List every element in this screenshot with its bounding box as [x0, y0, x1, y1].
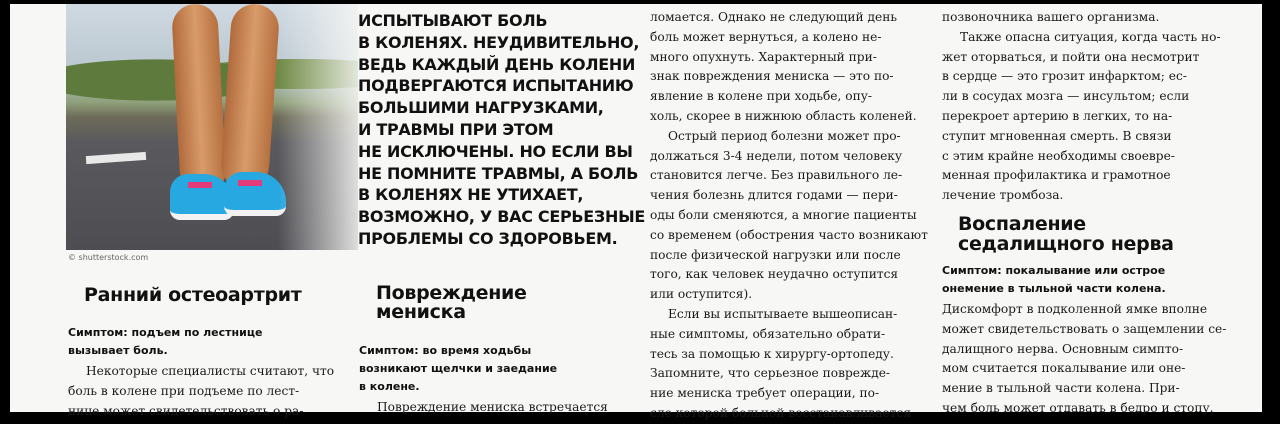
callout-line: БОЛЬШИМИ НАГРУЗКАМИ, [358, 98, 604, 118]
symptom-meniscus [359, 342, 557, 396]
body-line: Запомните, что серьезное поврежде- [650, 366, 891, 381]
body-line: позвоночника вашего организма. [942, 10, 1160, 24]
callout-line: ВОЗМОЖНО, У ВАС СЕРЬЕЗНЫЕ [358, 207, 646, 227]
body-line: ломается. Однако не следующий день [650, 10, 897, 24]
body-line: становится легче. Без правильного ле- [650, 168, 903, 183]
section-heading-osteoarthritis [84, 284, 301, 306]
callout-line: ВЕДЬ КАЖДЫЙ ДЕНЬ КОЛЕНИ [358, 54, 636, 74]
symptom-line: возникают щелчки и заедание [359, 362, 558, 375]
body-line: ступит мгновенная смерть. В связи [942, 128, 1172, 143]
body-line: в сердце — это грозит инфарктом; ес- [942, 69, 1187, 84]
body-line: Некоторые специалисты считают, что [86, 364, 335, 378]
body-line: чения болезнь длится годами — пери- [650, 188, 898, 203]
body-line: ли в сосудах мозга — инсультом; если [942, 89, 1190, 104]
body-line: знак повреждения мениска — это по- [650, 69, 894, 84]
callout-line: ПРОБЛЕМЫ СО ЗДОРОВЬЕМ. [358, 228, 618, 248]
body-line: нице может свидетельствовать о ра- [68, 403, 304, 418]
symptom-line: онемение в тыльной части колена. [942, 282, 1166, 295]
photo-left-leg [171, 3, 227, 195]
runner-photo [66, 4, 358, 250]
heading-line: Воспаление [958, 213, 1086, 235]
body-line: Если вы испытываете вышеописан- [668, 306, 898, 321]
body-line: того, как человек неудачно оступится [650, 267, 899, 282]
body-line: перекроет артерию в легких, то на- [942, 108, 1173, 123]
body-line: со временем (обострения часто возникают [650, 227, 928, 242]
symptom-line: Симптом: во время ходьбы [359, 344, 532, 357]
body-line: далищного нерва. Основным симпто- [942, 341, 1184, 356]
callout-line: В КОЛЕНЯХ. НЕУДИВИТЕЛЬНО, [358, 32, 640, 52]
body-line: явление в колене при ходьбе, опу- [650, 89, 873, 104]
body-meniscus [359, 398, 635, 418]
callout-line: ПОДВЕРГАЮТСЯ ИСПЫТАНИЮ [358, 76, 634, 96]
body-line: чем боль может отдавать в бедро и стопу. [942, 400, 1214, 415]
body-line: оды боли сменяются, а многие пациенты [650, 207, 917, 222]
heading-line: Повреждение [376, 282, 527, 304]
section-heading-meniscus [376, 284, 527, 322]
callout-line: И ТРАВМЫ ПРИ ЭТОМ [358, 119, 554, 139]
body-line: или оступится). [650, 287, 753, 302]
body-line: Дискомфорт в подколенной ямке вполне [942, 302, 1208, 316]
body-sciatica [942, 300, 1227, 419]
callout-text [358, 10, 646, 250]
body-line: может свидетельствовать о защемлении се- [942, 321, 1227, 336]
body-line: мом считается покалывание или оне- [942, 361, 1186, 376]
symptom-line: в колене. [359, 380, 420, 393]
photo-fade [278, 4, 358, 250]
body-line: Острый период болезни может про- [668, 128, 901, 143]
body-line: после физической нагрузки или после [650, 247, 901, 262]
callout-line: ИСПЫТЫВАЮТ БОЛЬ [358, 11, 548, 30]
body-line: ные симптомы, обязательно обрати- [650, 326, 886, 341]
photo-credit: © shutterstock.com [68, 253, 149, 262]
body-line: Также опасна ситуация, когда часть но- [960, 29, 1221, 44]
column-3-text [650, 8, 928, 424]
symptom-line: Симптом: покалывание или острое [942, 264, 1166, 277]
body-line: боль может вернуться, а колено не- [650, 29, 882, 44]
callout-line: В КОЛЕНЯХ НЕ УТИХАЕТ, [358, 185, 584, 205]
body-line: с этим крайне необходимы своевре- [942, 148, 1175, 163]
body-line: много опухнуть. Характерный при- [650, 49, 877, 64]
symptom-sciatica [942, 262, 1166, 298]
photo-left-lace [188, 182, 212, 188]
photo-right-lace [238, 180, 262, 186]
body-line: сле которой больной восстанавливается [650, 405, 911, 420]
symptom-line: Симптом: подъем по лестнице [68, 326, 263, 339]
magazine-page [10, 4, 1262, 420]
column-4-text [942, 8, 1221, 206]
body-line: ние мениска требует операции, по- [650, 386, 880, 401]
photo-right-shoe [224, 172, 286, 216]
callout-line: НЕ ПОМНИТЕ ТРАВМЫ, А БОЛЬ [358, 163, 639, 183]
body-line: должаться 3-4 недели, потом человеку [650, 148, 903, 163]
body-line: менная профилактика и грамотное [942, 168, 1171, 183]
section-heading-sciatica [958, 214, 1174, 254]
body-line: холь, скорее в нижнюю область коленей. [650, 108, 917, 123]
heading-line: седалищного нерва [958, 233, 1174, 255]
body-line: Повреждение мениска встречается [377, 400, 608, 414]
body-line: жет оторваться, и пойти она несмотрит [942, 49, 1200, 64]
heading-text: Ранний остеоартрит [84, 284, 302, 306]
photo-road-marking [86, 152, 146, 164]
symptom-line: вызывает боль. [68, 344, 168, 357]
symptom-osteoarthritis [68, 324, 262, 360]
body-osteoarthritis [68, 362, 344, 421]
body-line: боль в колене при подъеме по лест- [68, 383, 300, 398]
body-line: мение в тыльной части колена. При- [942, 381, 1180, 396]
callout-line: НЕ ИСКЛЮЧЕНЫ. НО ЕСЛИ ВЫ [358, 141, 633, 161]
body-line: тесь за помощью к хирургу-ортопеду. [650, 346, 894, 361]
body-line: лечение тромбоза. [942, 188, 1064, 203]
photo-right-leg [220, 3, 281, 191]
heading-line: мениска [376, 301, 466, 323]
